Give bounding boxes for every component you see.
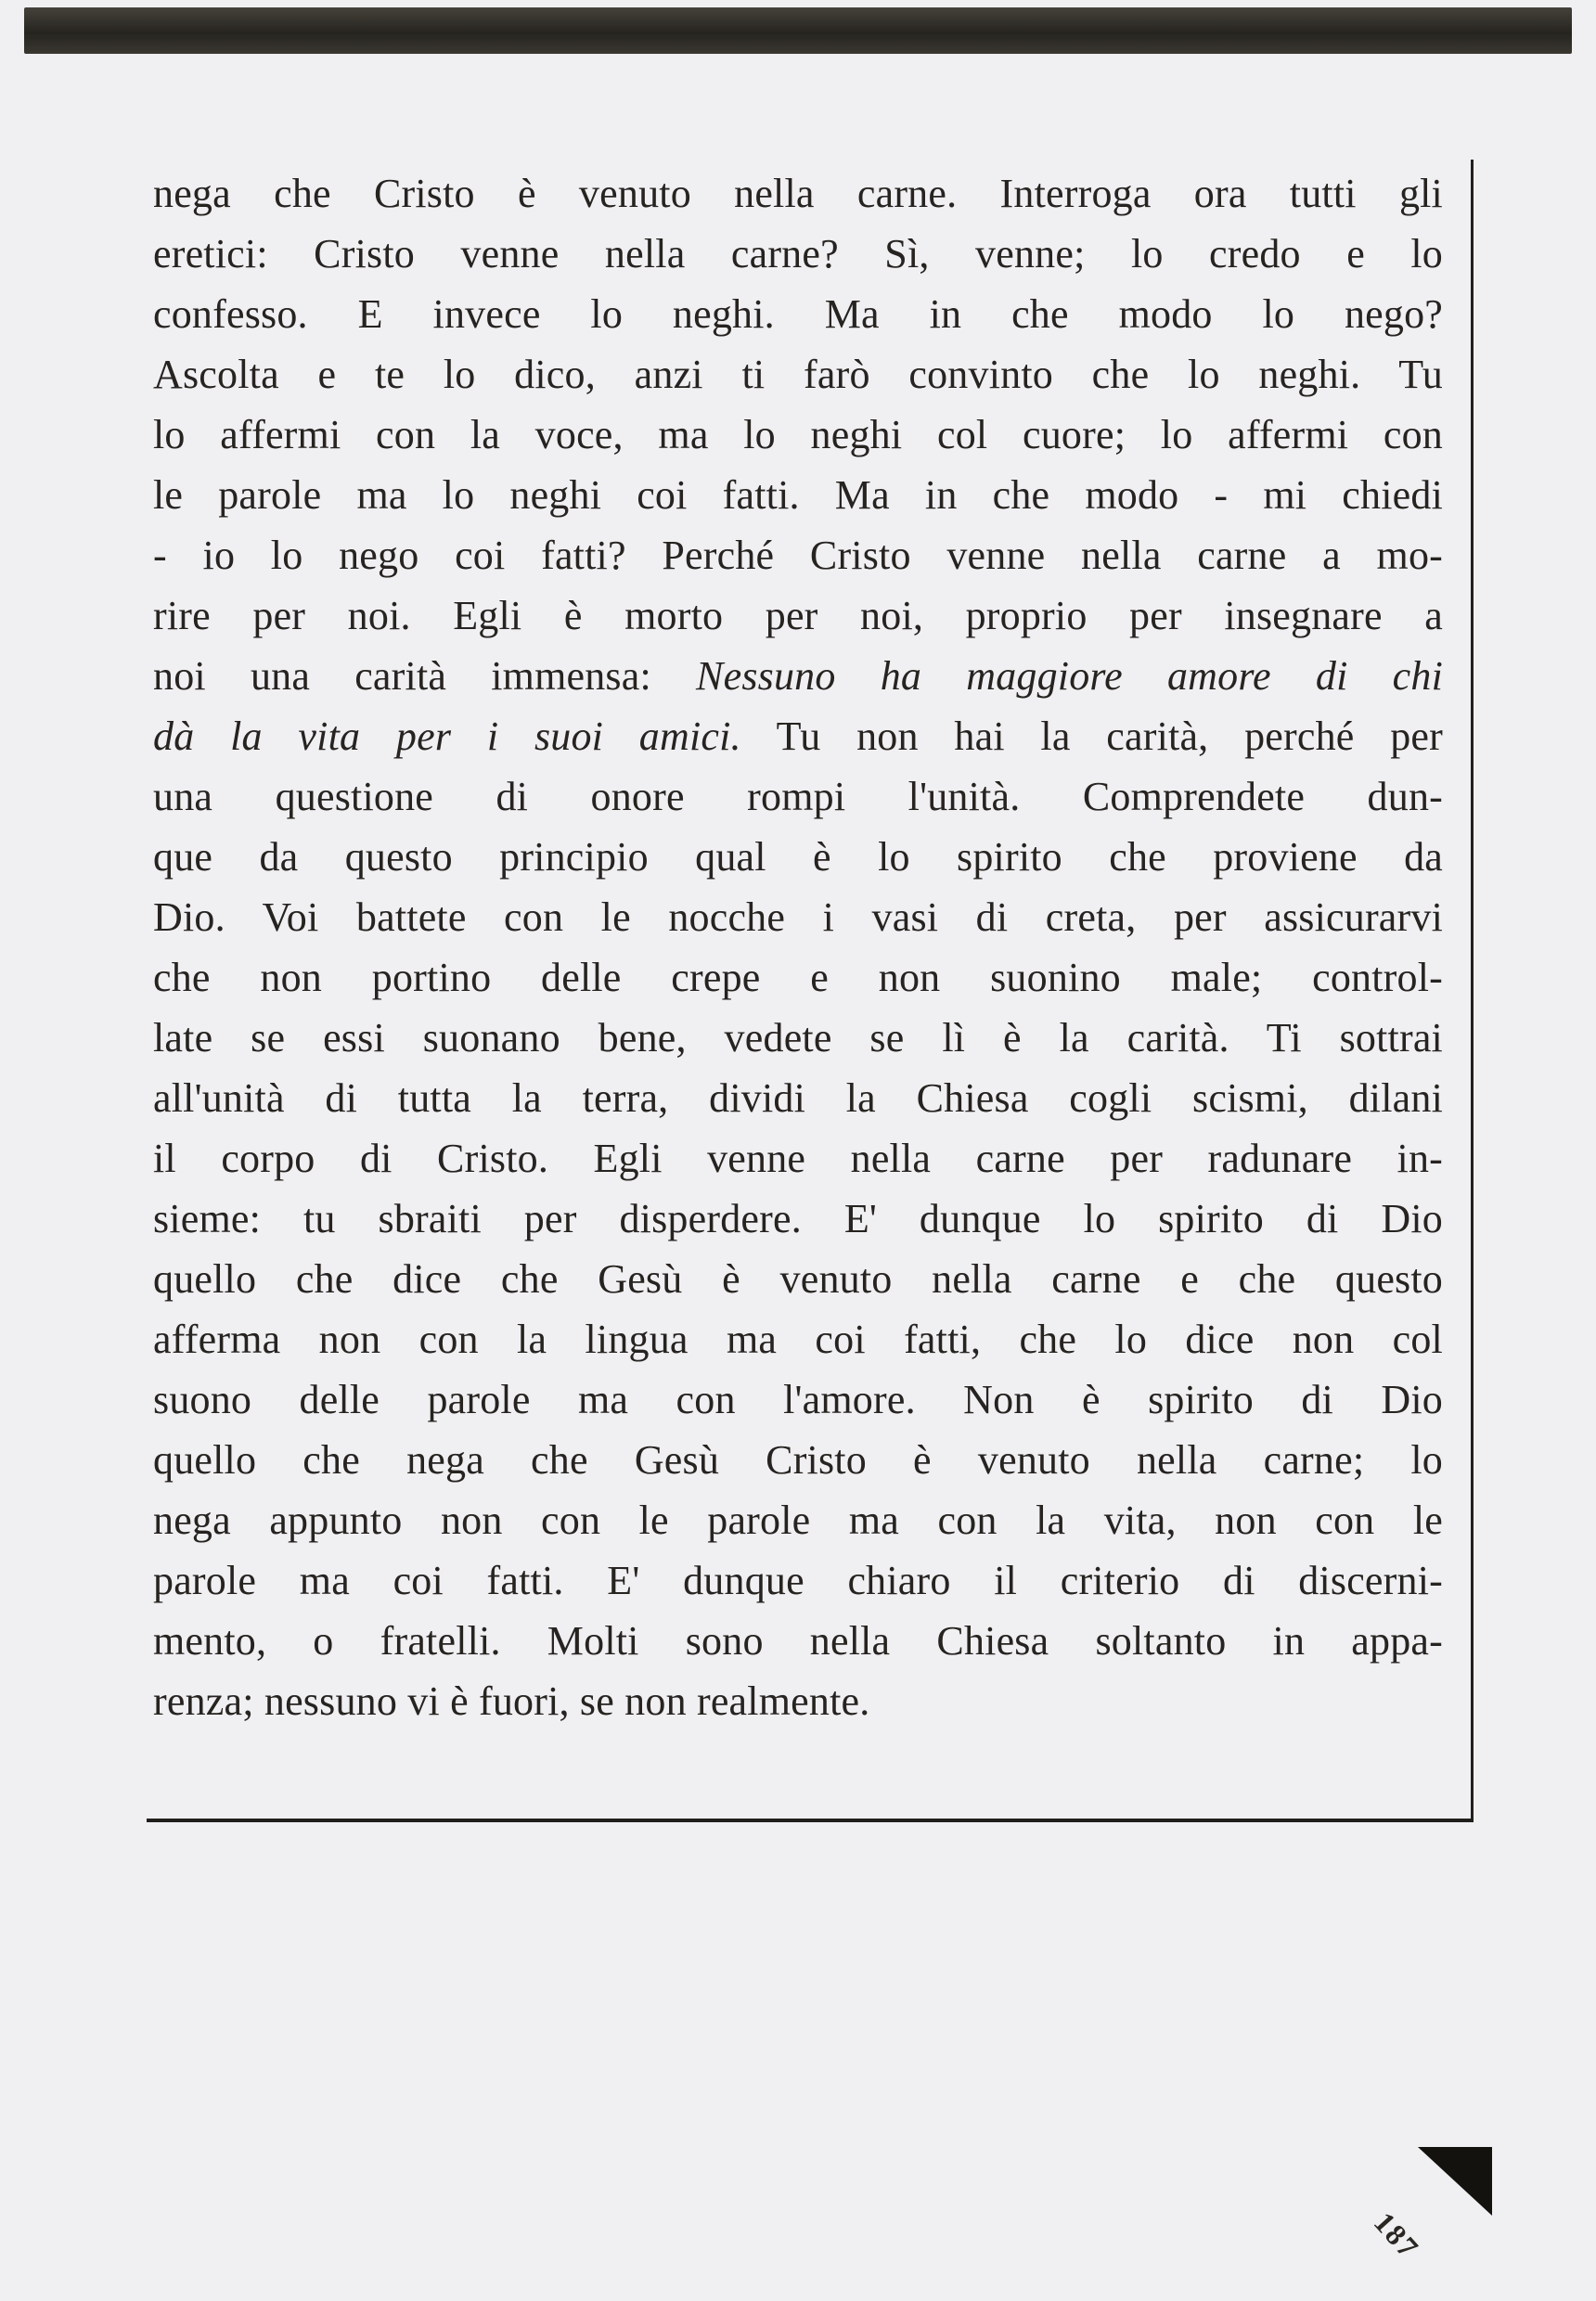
text-segment: Ascolta e te lo dico, anzi ti farò convinto che lo neghi. Tu	[153, 352, 1443, 397]
text-segment: - io lo nego coi fatti? Perché Cristo venne nella carne a mo-	[153, 533, 1443, 578]
text-segment: late se essi suonano bene, vedete se lì è la carità. Ti sottrai	[153, 1015, 1443, 1061]
text-segment: nega che Cristo è venuto nella carne. Interroga ora tutti gli	[153, 171, 1443, 216]
text-line	[153, 1189, 1443, 1249]
text-segment: que da questo principio qual è lo spirito che proviene da	[153, 834, 1443, 880]
text-line	[153, 646, 1443, 706]
text-segment: afferma non con la lingua ma coi fatti, che lo dice non col	[153, 1317, 1443, 1362]
text-line	[153, 525, 1443, 585]
text-line	[153, 1430, 1443, 1490]
text-segment: Dio. Voi battete con le nocche i vasi di creta, per assicurarvi	[153, 894, 1443, 940]
text-line	[153, 1671, 1443, 1731]
text-line	[153, 224, 1443, 284]
text-segment: mento, o fratelli. Molti sono nella Chiesa soltanto in appa-	[153, 1618, 1443, 1664]
text-line	[153, 405, 1443, 465]
page-corner-mark	[1418, 2147, 1492, 2216]
text-line	[153, 585, 1443, 646]
text-line	[153, 465, 1443, 525]
text-segment: che non portino delle crepe e non suonino male; control-	[153, 955, 1443, 1000]
text-line	[153, 1490, 1443, 1550]
text-line	[153, 1008, 1443, 1068]
text-segment: sieme: tu sbraiti per disperdere. E' dunque lo spirito di Dio	[153, 1196, 1443, 1241]
text-segment: renza; nessuno vi è fuori, se non realmente.	[153, 1678, 870, 1724]
text-segment: eretici: Cristo venne nella carne? Sì, venne; lo credo e lo	[153, 231, 1443, 276]
text-segment: il corpo di Cristo. Egli venne nella carne per radunare in-	[153, 1136, 1443, 1181]
text-segment: noi una carità immensa:	[153, 653, 697, 699]
text-line	[153, 1249, 1443, 1309]
page-number: 187	[1367, 2205, 1426, 2266]
text-line	[153, 766, 1443, 827]
text-line	[153, 827, 1443, 887]
text-segment: nega appunto non con le parole ma con la vita, non con le	[153, 1498, 1443, 1543]
text-line	[153, 1550, 1443, 1611]
text-line	[153, 1369, 1443, 1430]
bottom-horizontal-rule	[147, 1819, 1474, 1822]
text-segment: suono delle parole ma con l'amore. Non è spirito di Dio	[153, 1377, 1443, 1422]
text-segment: confesso. E invece lo neghi. Ma in che modo lo nego?	[153, 291, 1443, 337]
text-segment: rire per noi. Egli è morto per noi, proprio per insegnare a	[153, 593, 1443, 638]
text-block	[153, 163, 1443, 1731]
italic-text-segment: Nessuno ha maggiore amore di chi	[696, 653, 1443, 699]
text-line	[153, 284, 1443, 344]
scan-edge-bar	[24, 7, 1572, 54]
text-segment: le parole ma lo neghi coi fatti. Ma in che modo - mi chiedi	[153, 472, 1443, 518]
text-segment: quello che dice che Gesù è venuto nella carne e che questo	[153, 1256, 1443, 1302]
text-segment: all'unità di tutta la terra, dividi la Chiesa cogli scismi, dilani	[153, 1075, 1443, 1121]
text-segment: Tu non hai la carità, perché per	[740, 713, 1443, 759]
right-vertical-rule	[1471, 160, 1474, 1822]
italic-text-segment: dà la vita per i suoi amici.	[153, 713, 741, 759]
text-line	[153, 887, 1443, 947]
text-line	[153, 1309, 1443, 1369]
text-line	[153, 947, 1443, 1008]
text-segment: parole ma coi fatti. E' dunque chiaro il criterio di discerni-	[153, 1558, 1443, 1603]
text-segment: lo affermi con la voce, ma lo neghi col cuore; lo affermi con	[153, 412, 1443, 457]
text-segment: quello che nega che Gesù Cristo è venuto nella carne; lo	[153, 1437, 1443, 1483]
text-line	[153, 1611, 1443, 1671]
text-line	[153, 163, 1443, 224]
text-line	[153, 1068, 1443, 1128]
text-line	[153, 344, 1443, 405]
text-line	[153, 1128, 1443, 1189]
text-segment: una questione di onore rompi l'unità. Comprendete dun-	[153, 774, 1443, 819]
text-line	[153, 706, 1443, 766]
